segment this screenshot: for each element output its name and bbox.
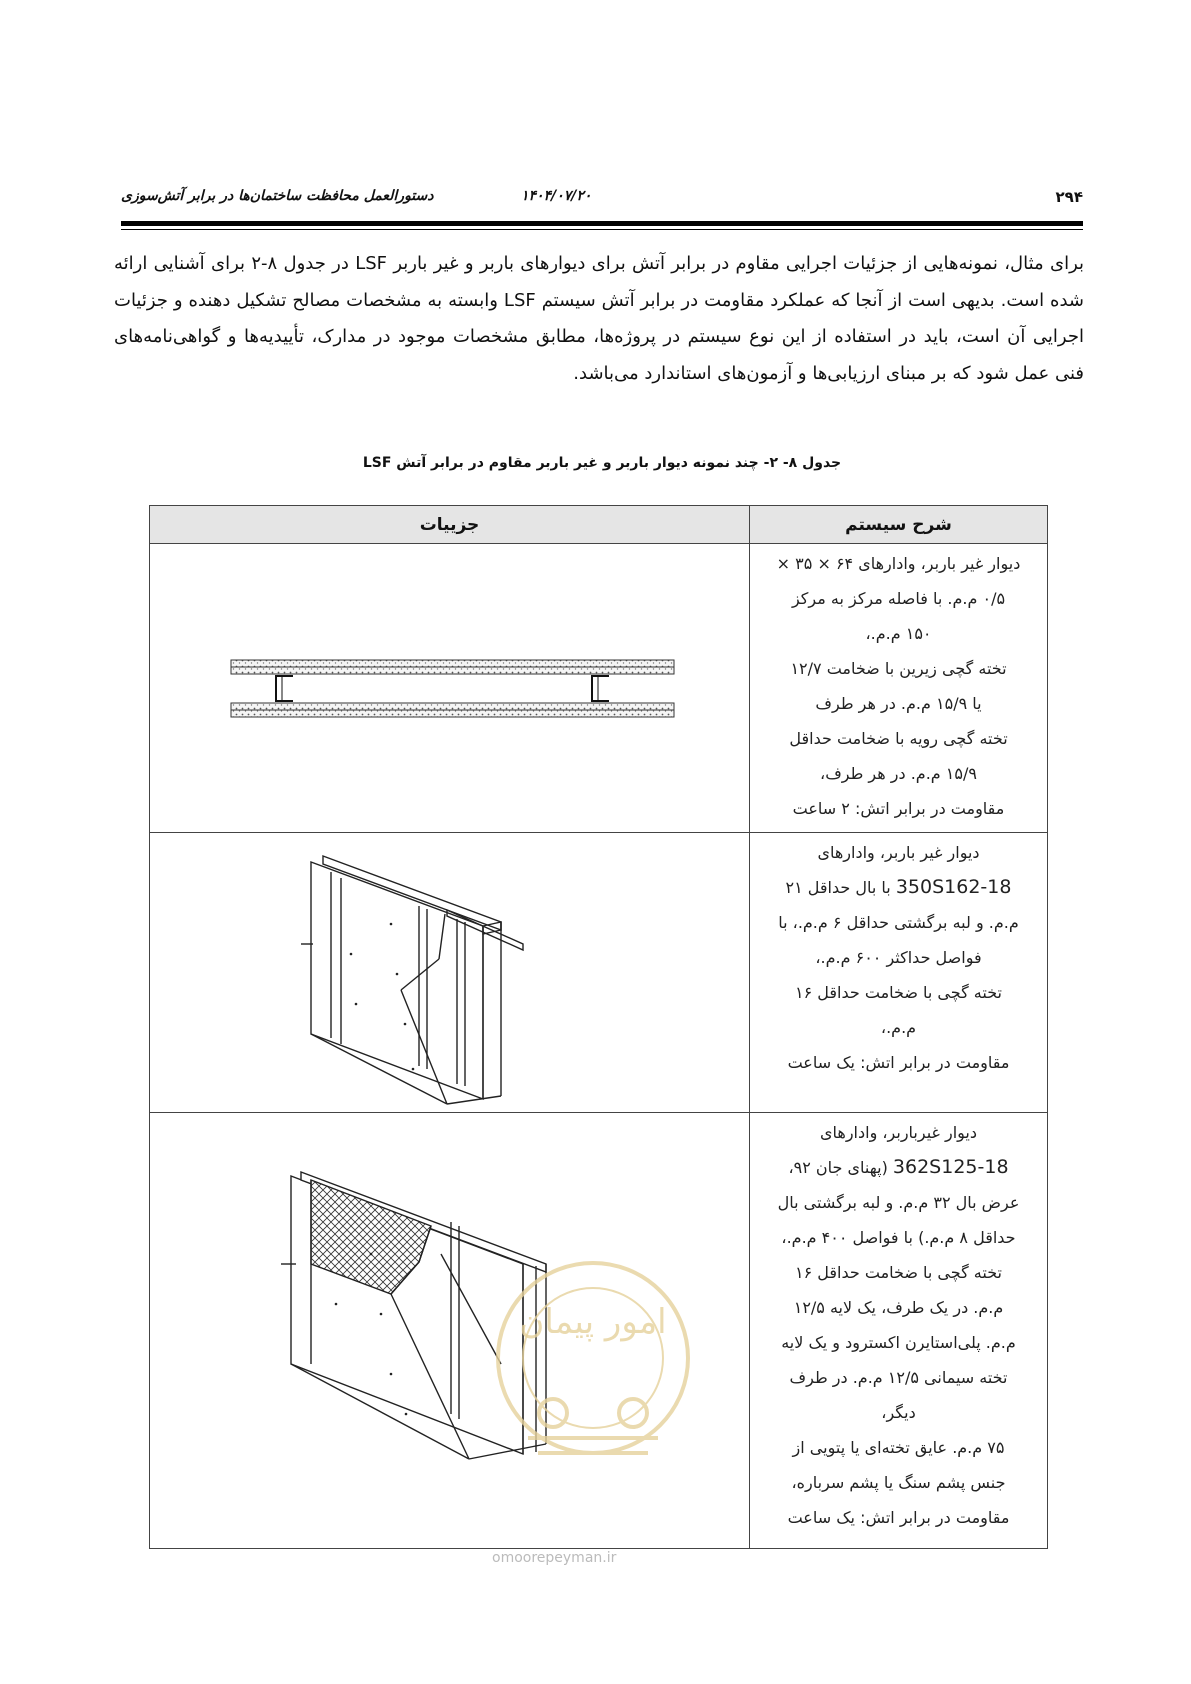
header-rule-thick (121, 221, 1083, 226)
wall-isometric-icon (151, 834, 749, 1112)
wall-plan-section-icon (151, 545, 749, 832)
desc-line: مقاومت در برابر اتش: یک ساعت (787, 1508, 1010, 1527)
desc-line (756, 870, 1041, 905)
desc-line-text: با بال حداقل ۲۱ (785, 878, 891, 897)
header-date: ۱۴۰۴/۰۷/۲۰ (521, 188, 592, 204)
stud-code: 350S162-18 (895, 876, 1012, 898)
desc-line: دیگر، (881, 1403, 916, 1422)
system-description (750, 544, 1048, 833)
page-number: ۲۹۴ (1055, 188, 1083, 206)
watermark-text: امور پیمان (519, 1302, 667, 1342)
page-header (121, 186, 1083, 210)
desc-line (756, 1150, 1041, 1185)
desc-line: دیوار غیر باربر، وادارهای (817, 843, 980, 862)
desc-line: م.م. در یک طرف، یک لایه ۱۲/۵ (793, 1298, 1004, 1317)
desc-line: مقاومت در برابر اتش: یک ساعت (787, 1053, 1010, 1072)
desc-line: دیوار غیر باربر، وادارهای ۶۴ × ۳۵ × (776, 554, 1021, 573)
desc-line: م.م. پلی‌استایرن اکسترود و یک لایه (781, 1333, 1016, 1352)
watermark-logo (483, 1238, 703, 1478)
desc-line: ۰/۵ م.م. با فاصله مرکز به مرکز (791, 589, 1006, 608)
desc-line: تخته گچی با ضخامت حداقل ۱۶ (795, 983, 1002, 1002)
desc-line: تخته گچی با ضخامت حداقل ۱۶ (795, 1263, 1002, 1282)
header-title: دستورالعمل محافظت ساختمان‌ها در برابر آتش‌سوزی (121, 188, 434, 204)
header-description: شرح سیستم (750, 506, 1048, 544)
body-paragraph: برای مثال، نمونه‌هایی از جزئیات اجرایی مقاوم در برابر آتش برای دیوارهای باربر و غیر باربر LSF در جدول ۸-۲ برای آشنایی ارائه شده است. بدیهی است از آنجا که عملکرد مقاومت در برابر آتش سیستم LSF وابسته به مشخصات مصالح تشکیل دهنده و جزئیات اجرایی آن است، باید در استفاده از این نوع سیستم در پروژه‌ها، مطابق مشخصات موجود در مدارک، تأییدیه‌ها و گواهی‌نامه‌های فنی عمل شود که بر مبنای ارزیابی‌ها و آزمون‌های استاندارد می‌باشد. (114, 253, 1085, 384)
desc-line: عرض بال ۳۲ م.م. و لبه برگشتی بال (777, 1193, 1020, 1212)
desc-line: مقاومت در برابر اتش: ۲ ساعت (792, 799, 1005, 818)
watermark-website: omoorepeyman.ir (492, 1550, 617, 1566)
desc-line: م.م.، (880, 1018, 917, 1037)
desc-line: ۷۵ م.م. عایق تخته‌ای یا پتویی از (792, 1438, 1005, 1457)
desc-line: ۱۵/۹ م.م. در هر طرف، (820, 764, 977, 783)
system-description (750, 1113, 1048, 1549)
desc-line: حداقل ۸ م.م.) با فواصل ۴۰۰ م.م.، (781, 1228, 1016, 1247)
desc-line: تخته گچی زیرین با ضخامت ۱۲/۷ (790, 659, 1007, 678)
wall-isometric-drawing (150, 833, 750, 1113)
desc-line: تخته گچی رویه با ضخامت حداقل (789, 729, 1008, 748)
header-details: جزییات (150, 506, 750, 544)
desc-line: م.م. و لبه برگشتی حداقل ۶ م.م.، با (778, 913, 1019, 932)
table-header-row (150, 506, 1048, 544)
desc-line: ۱۵۰ م.م.، (865, 624, 932, 643)
desc-line-text: (پهنای جان ۹۲، (788, 1158, 888, 1177)
stud-code: 362S125-18 (892, 1156, 1009, 1178)
header-rule-thin (121, 229, 1083, 230)
table-row (150, 544, 1048, 833)
desc-line: فواصل حداکثر ۶۰۰ م.م.، (815, 948, 982, 967)
table-row (150, 833, 1048, 1113)
desc-line: دیوار غیرباربر، وادارهای (819, 1123, 977, 1142)
table-caption: جدول ۸- ۲- چند نمونه دیوار باربر و غیر باربر مقاوم در برابر آتش LSF (362, 455, 842, 471)
desc-line: جنس پشم سنگ یا پشم سرباره، (791, 1473, 1006, 1492)
wall-section-drawing (150, 544, 750, 833)
desc-line: تخته سیمانی ۱۲/۵ م.م. در طرف (789, 1368, 1008, 1387)
system-description (750, 833, 1048, 1113)
desc-line: یا ۱۵/۹ م.م. در هر طرف (815, 694, 982, 713)
